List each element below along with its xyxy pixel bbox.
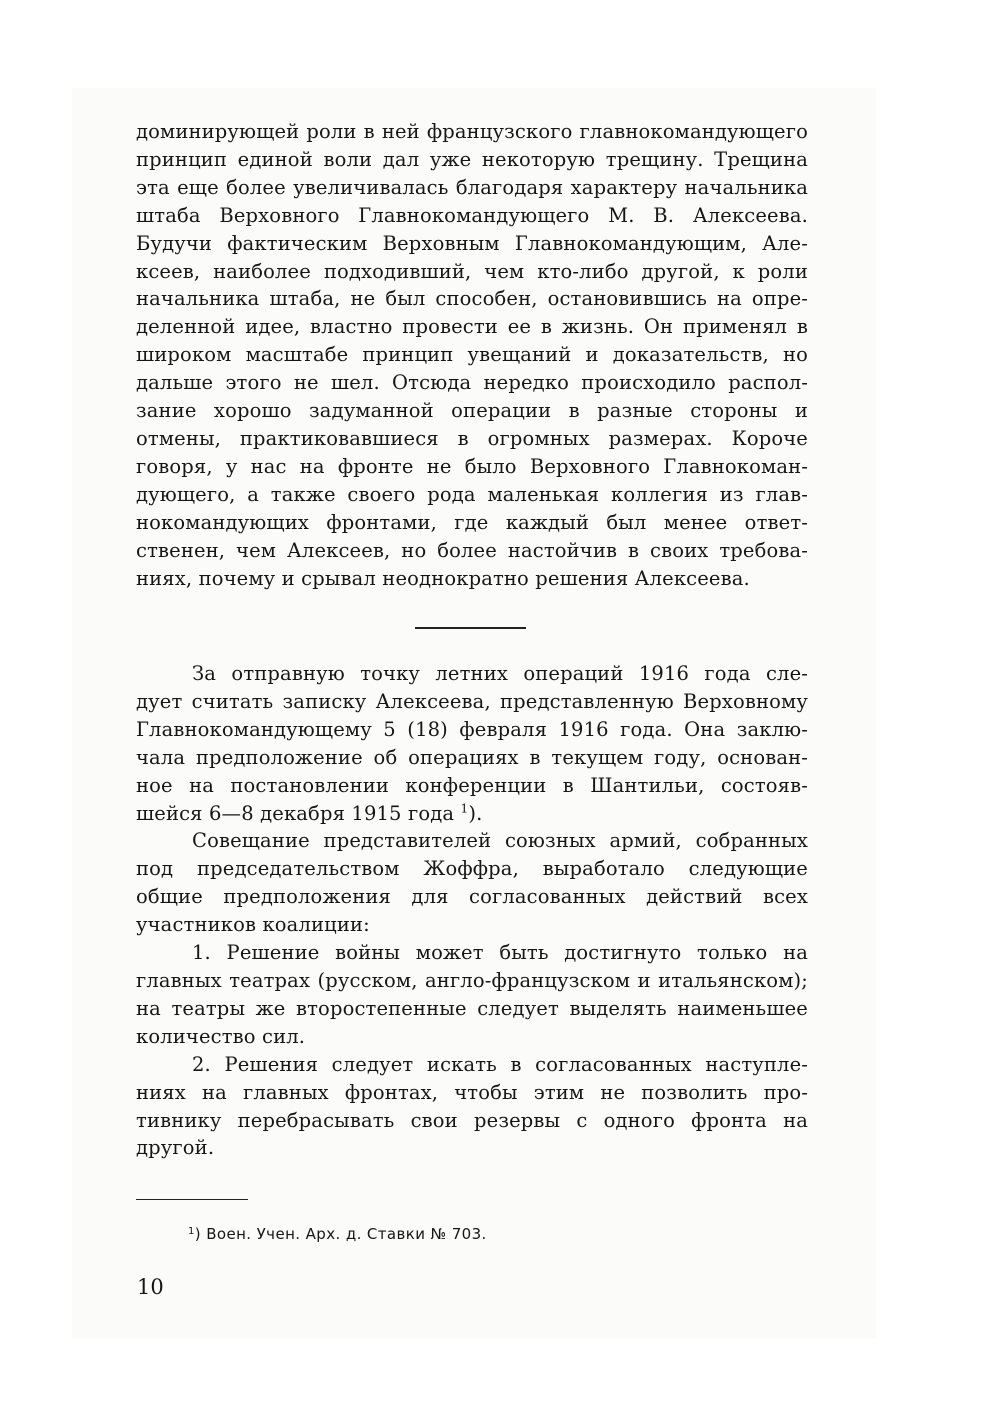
text-paragraph-last-line: ниях, почему и срывал неоднократно решения Алексеева. xyxy=(136,566,750,590)
list-item-2: 2. Решения следует искать в согласованных наступле- ниях на главных фронтах, чтобы этим не позволить про- тивнику перебрасывать свои резервы с одного фронта на xyxy=(136,1052,808,1132)
list-item-1-last-line: количество сил. xyxy=(136,1024,306,1048)
footnote-text: Воен. Учен. Арх. д. Ставки № 703. xyxy=(206,1225,487,1243)
section-divider xyxy=(415,627,526,629)
footnote-reference[interactable]: 1 xyxy=(460,801,469,816)
paragraph-1: За отправную точку летних операций 1916 года сле- дует считать записку Алексеева, представленную Верховному Главнокомандующему 5 (18) февраля 1916 года. Она заклю- чала предположение об операциях в текущем году, основан- ное на постановлении конференции в Шантильи, состояв- xyxy=(136,662,808,797)
footnote xyxy=(188,1222,487,1244)
list-item-1: 1. Решение войны может быть достигнуто только на главных театрах (русском, англо-французском и итальянском); на театры же второстепенные следует выделять наименьшее xyxy=(136,941,808,1020)
paragraph-1-last-line: шейся 6—8 декабря 1915 года $^1$). xyxy=(136,801,483,825)
footnote-marker: $^1$) xyxy=(188,1225,202,1243)
paragraph-2-last-line: участников коалиции: xyxy=(136,913,370,937)
page-number: 10 xyxy=(137,1275,164,1299)
text-paragraph: доминирующей роли в ней французского главнокомандующего принцип единой воли дал уже некоторую трещину. Трещина эта еще более увеличивалась благодаря характеру начальника штаба Верховного Главнокомандующего М. В. Алексеева. Будучи фактическим Верховным Главнокомандующим, Але- ксеев, наиболее подходивший, чем кто-либо другой, к роли начальника штаба, не был способен, остановившись на опре- деленной идее, властно провести ее в жизнь. Он применял в широком масштабе принцип увещаний и доказательств, но дальше этого не шел. Отсюда нередко происходило распол- зание хорошо задуманной операции в разные стороны и отмены, практиковавшиеся в огромных размерах. Короче говоря, у нас на фронте не было Верховного Главнокоман- дующего, а также своего рода маленькая коллегия из глав- нокомандующих фронтами, где каждый был менее ответ- ственен, чем Алексеев, но более настойчив в своих требова- xyxy=(136,120,808,562)
main-text-block xyxy=(136,660,808,1162)
footnote-rule xyxy=(136,1199,248,1200)
top-text-block xyxy=(136,118,808,592)
list-item-2-last-line: другой. xyxy=(136,1136,215,1160)
paragraph-2: Совещание представителей союзных армий, собранных под председательством Жоффра, выработало следующие общие предположения для согласованных действий всех xyxy=(136,829,808,909)
